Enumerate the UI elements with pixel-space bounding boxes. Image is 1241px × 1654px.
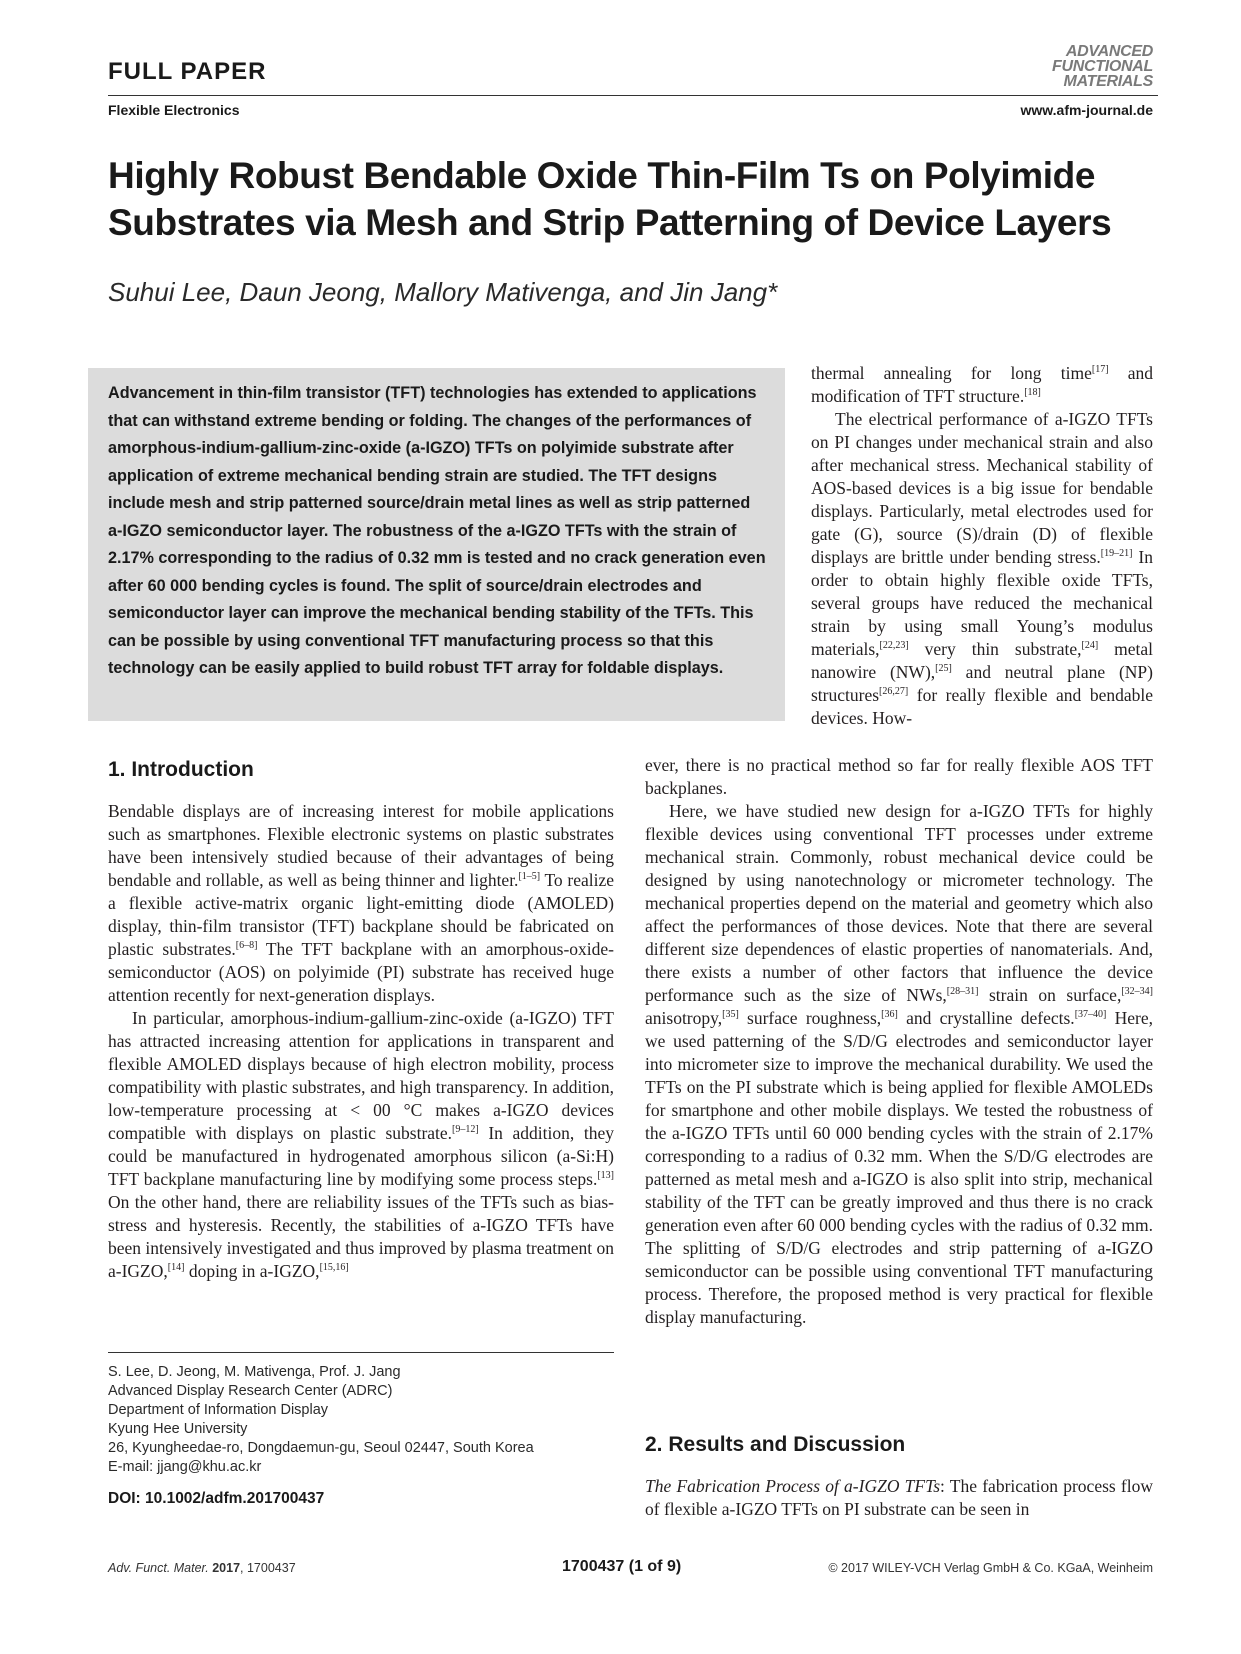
left-column <box>108 800 614 1283</box>
affiliation-email[interactable]: E-mail: jjang@khu.ac.kr <box>108 1459 262 1475</box>
right-column-top <box>811 362 1153 730</box>
citation[interactable]: [18] <box>1024 387 1041 399</box>
citation[interactable]: [36] <box>881 1009 898 1021</box>
citation[interactable]: [15,16] <box>319 1262 349 1274</box>
paragraph: Here, we have studied new design for a-IGZO TFTs for highly flexible devices using conventional TFT processes under extreme mechanical strain. Commonly, robust mechanical device could be designed by using nanotechnology or micrometer technology. The mechanical properties depend on the material and geometry which also affect the performances of those devices. Note that there are several different size dependences of elastic properties of nanomaterials. And, there exists a number of other factors that influence the device performance such as the size of NWs,[28–31] strain on surface,[32–34] anisotropy,[35] surface roughness,[36] and crystalline defects.[37–40] Here, we used patterning of the S/D/G electrodes and semiconductor layer into micrometer size to improve the mechanical durability. We used the TFTs on the PI substrate which is being applied for flexible AMOLEDs for smartphone and other mobile displays. We tested the robustness of the a-IGZO TFTs until 60 000 bending cycles with the strain of 2.17% corresponding to a radius of 0.32 mm. When the S/D/G electrodes are patterned as metal mesh and a-IGZO is also split into strip, mechanical stability of the TFT can be greatly improved and thus there is no crack generation even after 60 000 bending cycles with the radius of 0.32 mm. The splitting of S/D/G electrodes and strip patterning of a-IGZO semiconductor can be possible using conventional TFT manufacturing process. Therefore, the proposed method is very practical for flexible display manufacturing. <box>645 801 1153 1327</box>
paragraph: ever, there is no practical method so far for really flexible AOS TFT backplanes. <box>645 755 1153 798</box>
paragraph: The electrical performance of a-IGZO TFTs on PI changes under mechanical strain and also after mechanical stress. Mechanical stability of AOS-based devices is a big issue for bendable displays. Particularly, metal electrodes used for gate (G), source (S)/drain (D) of flexible displays are brittle under bending stress.[19–21] In order to obtain highly flexible oxide TFTs, several groups have reduced the mechanical strain by using small Young’s modulus materials,[22,23] very thin substrate,[24] metal nanowire (NW),[25] and neutral plane (NP) structures[26,27] for really flexible and bendable devices. How- <box>811 409 1154 728</box>
affiliation-address: 26, Kyungheedae-ro, Dongdaemun-gu, Seoul 02447, South Korea <box>108 1440 534 1456</box>
article-type-label: FULL PAPER <box>108 58 267 85</box>
citation[interactable]: [28–31] <box>946 986 979 998</box>
doi-label[interactable]: DOI: 10.1002/adfm.201700437 <box>108 1490 325 1507</box>
citation[interactable]: [26,27] <box>879 686 909 698</box>
section-heading-introduction: 1. Introduction <box>108 758 254 781</box>
paper-title: Highly Robust Bendable Oxide Thin-Film Ts on Polyimide Substrates via Mesh and Strip Patterning of Device Layers <box>108 155 1112 243</box>
paragraph: In particular, amorphous-indium-gallium-zinc-oxide (a-IGZO) TFT has attracted increasing attention for applications in transparent and flexible AMOLED displays because of high electron mobility, process compatibility with plastic substrates, and high transparency. In addition, low-temperature processing at < 00 °C makes a-IGZO devices compatible with displays on plastic substrate.[9–12] In addition, they could be manufactured in hydrogenated amorphous silicon (a-Si:H) TFT backplane manufacturing line by modifying some process steps.[13] On the other hand, there are reliability issues of the TFTs such as bias-stress and hysteresis. Recently, the stabilities of a-IGZO TFTs have been intensively investigated and thus improved by plasma treatment on a-IGZO,[14] doping in a-IGZO,[15,16] <box>108 1008 614 1281</box>
affiliation-block <box>108 1363 614 1477</box>
citation[interactable]: [37–40] <box>1074 1009 1107 1021</box>
journal-logo <box>1023 44 1153 89</box>
citation[interactable]: [32–34] <box>1121 986 1153 998</box>
footer-page-number: 1700437 (1 of 9) <box>562 1558 682 1575</box>
footer-citation: Adv. Funct. Mater. 2017, 1700437 <box>108 1561 296 1575</box>
logo-line-3: MATERIALS <box>1063 73 1153 90</box>
citation[interactable]: [25] <box>935 663 952 675</box>
affiliation-names: S. Lee, D. Jeong, M. Mativenga, Prof. J. Jang <box>108 1364 401 1380</box>
logo-line-2: FUNCTIONAL <box>1052 58 1153 75</box>
paragraph: The Fabrication Process of a-IGZO TFTs: The fabrication process flow of flexible a-IGZO TFTs on PI substrate can be seen in <box>645 1476 1153 1519</box>
author-list: Suhui Lee, Daun Jeong, Mallory Mativenga, and Jin Jang* <box>108 277 778 307</box>
citation[interactable]: [35] <box>722 1009 739 1021</box>
subject-label: Flexible Electronics <box>108 102 240 118</box>
logo-line-1: ADVANCED <box>1065 43 1153 60</box>
affiliation-center: Advanced Display Research Center (ADRC) <box>108 1383 393 1399</box>
citation[interactable]: [6–8] <box>235 940 258 952</box>
runin-heading: The Fabrication Process of a-IGZO TFTs <box>645 1476 941 1496</box>
citation[interactable]: [24] <box>1081 640 1099 652</box>
paragraph: Bendable displays are of increasing interest for mobile applications such as smartphones. Flexible electronic systems on plastic substrates have been intensively studied because of their advantages of being bendable and rollable, as well as being thinner and lighter.[1–5] To realize a flexible active-matrix organic light-emitting diode (AMOLED) display, thin-film transistor (TFT) backplane should be fabricated on plastic substrates.[6–8] The TFT backplane with an amorphous-oxide-semiconductor (AOS) on polyimide (PI) substrate has received huge attention recently for next-generation displays. <box>108 801 615 1005</box>
section-heading-results: 2. Results and Discussion <box>645 1433 906 1456</box>
citation[interactable]: [14] <box>167 1262 185 1274</box>
journal-url[interactable]: www.afm-journal.de <box>1020 102 1153 118</box>
right-column-bottom <box>645 754 1153 1329</box>
citation[interactable]: [19–21] <box>1100 548 1133 560</box>
abstract-text: Advancement in thin-film transistor (TFT) technologies has extended to applications that can withstand extreme bending or folding. The changes of the performances of amorphous-indium-gallium-zinc-oxide (a-IGZO) TFTs on polyimide substrate after application of extreme mechanical bending strain are studied. The TFT designs include mesh and strip patterned source/drain metal lines as well as strip patterned a-IGZO semiconductor layer. The robustness of the a-IGZO TFTs with the strain of 2.17% corresponding to the radius of 0.32 mm is tested and no crack generation even after 60 000 bending cycles is found. The split of source/drain electrodes and semiconductor layer can improve the mechanical bending stability of the TFTs. This can be possible by using conventional TFT manufacturing process so that this technology can be easily applied to build robust TFT array for foldable displays. <box>108 384 766 677</box>
footnote-rule <box>108 1352 614 1353</box>
citation[interactable]: [13] <box>597 1170 614 1182</box>
citation[interactable]: [17] <box>1091 364 1109 376</box>
header-rule <box>108 95 1158 96</box>
footer-copyright: © 2017 WILEY-VCH Verlag GmbH & Co. KGaA, Weinheim <box>828 1561 1153 1575</box>
citation[interactable]: [9–12] <box>452 1124 479 1136</box>
citation[interactable]: [1–5] <box>518 871 541 883</box>
affiliation-univ: Kyung Hee University <box>108 1421 248 1437</box>
affiliation-dept: Department of Information Display <box>108 1402 329 1418</box>
paragraph: thermal annealing for long time[17] and modification of TFT structure.[18] <box>811 363 1153 406</box>
citation[interactable]: [22,23] <box>879 640 909 652</box>
